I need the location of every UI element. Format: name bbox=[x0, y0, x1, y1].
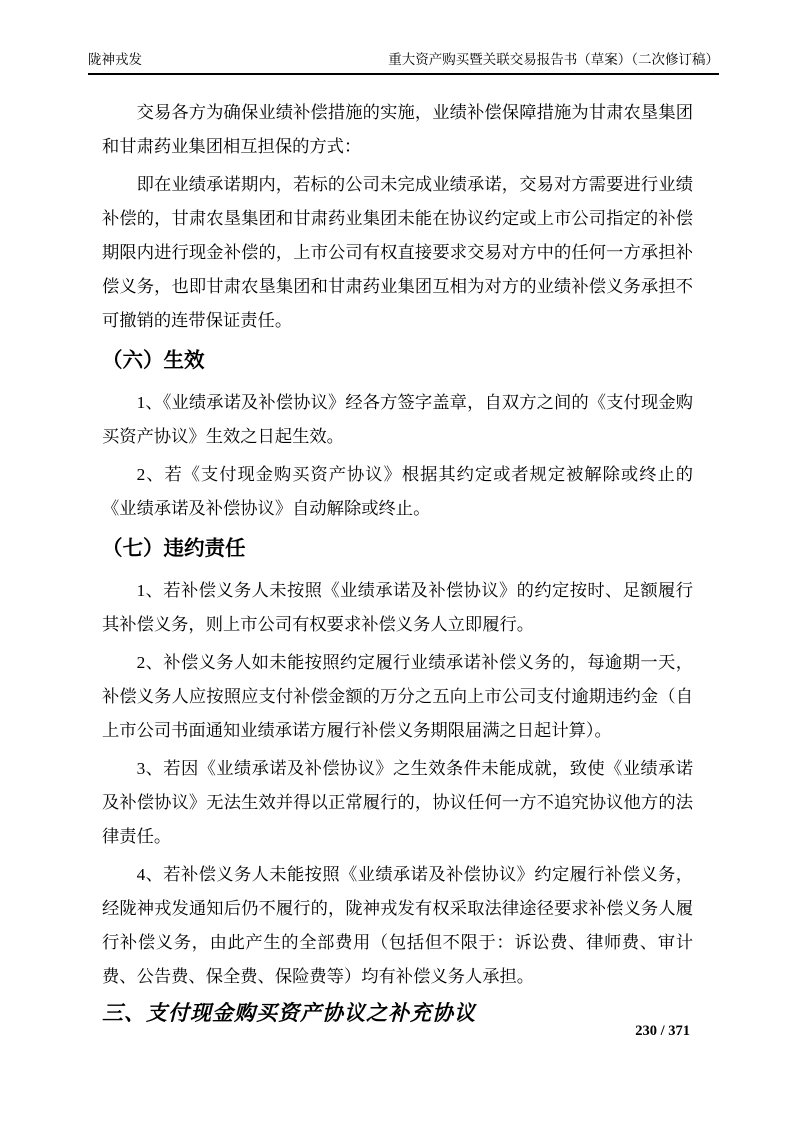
body-paragraph: 2、补偿义务人如未能按照约定履行业绩承诺补偿义务的，每逾期一天，补偿义务人应按照应支付补偿金额的万分之五向上市公司支付逾期违约金（自上市公司书面通知业绩承诺方履行补偿义务期限届满之日起计算）。 bbox=[102, 653, 693, 740]
chapter-heading-supplementary-agreement: 三、支付现金购买资产协议之补充协议 bbox=[102, 1001, 476, 1025]
section-heading-7-breach-liability: （七）违约责任 bbox=[102, 537, 246, 560]
body-paragraph: 2、若《支付现金购买资产协议》根据其约定或者规定被解除或终止的《业绩承诺及补偿协议》自动解除或终止。 bbox=[102, 465, 693, 518]
page-header bbox=[88, 52, 719, 75]
body-paragraph: 1、《业绩承诺及补偿协议》经各方签字盖章，自双方之间的《支付现金购买资产协议》生效之日起生效。 bbox=[102, 393, 693, 446]
body-paragraph: 即在业绩承诺期内，若标的公司未完成业绩承诺，交易对方需要进行业绩补偿的，甘肃农垦集团和甘肃药业集团未能在协议约定或上市公司指定的补偿期限内进行现金补偿的，上市公司有权直接要求交易对方中的任何一方承担补偿义务，也即甘肃农垦集团和甘肃药业集团互相为对方的业绩补偿义务承担不可撤销的连带保证责任。 bbox=[102, 175, 693, 330]
header-doc-title: 重大资产购买暨关联交易报告书（草案）（二次修订稿） bbox=[388, 52, 719, 67]
header-company-name: 陇神戎发 bbox=[88, 52, 142, 67]
body-paragraph: 1、若补偿义务人未按照《业绩承诺及补偿协议》的约定按时、足额履行其补偿义务，则上市公司有权要求补偿义务人立即履行。 bbox=[102, 581, 693, 634]
section-heading-6-effectiveness: （六）生效 bbox=[102, 349, 205, 372]
body-paragraph: 3、若因《业绩承诺及补偿协议》之生效条件未能成就，致使《业绩承诺及补偿协议》无法生效并得以正常履行的，协议任何一方不追究协议他方的法律责任。 bbox=[102, 759, 693, 846]
body-paragraph: 4、若补偿义务人未能按照《业绩承诺及补偿协议》约定履行补偿义务，经陇神戎发通知后仍不履行的，陇神戎发有权采取法律途径要求补偿义务人履行补偿义务，由此产生的全部费用（包括但不限于：诉讼费、律师费、审计费、公告费、保全费、保险费等）均有补偿义务人承担。 bbox=[102, 865, 693, 986]
document-body bbox=[102, 96, 693, 1028]
page-number: 230 / 371 bbox=[635, 1023, 690, 1039]
body-paragraph: 交易各方为确保业绩补偿措施的实施，业绩补偿保障措施为甘肃农垦集团和甘肃药业集团相互担保的方式： bbox=[102, 103, 693, 156]
